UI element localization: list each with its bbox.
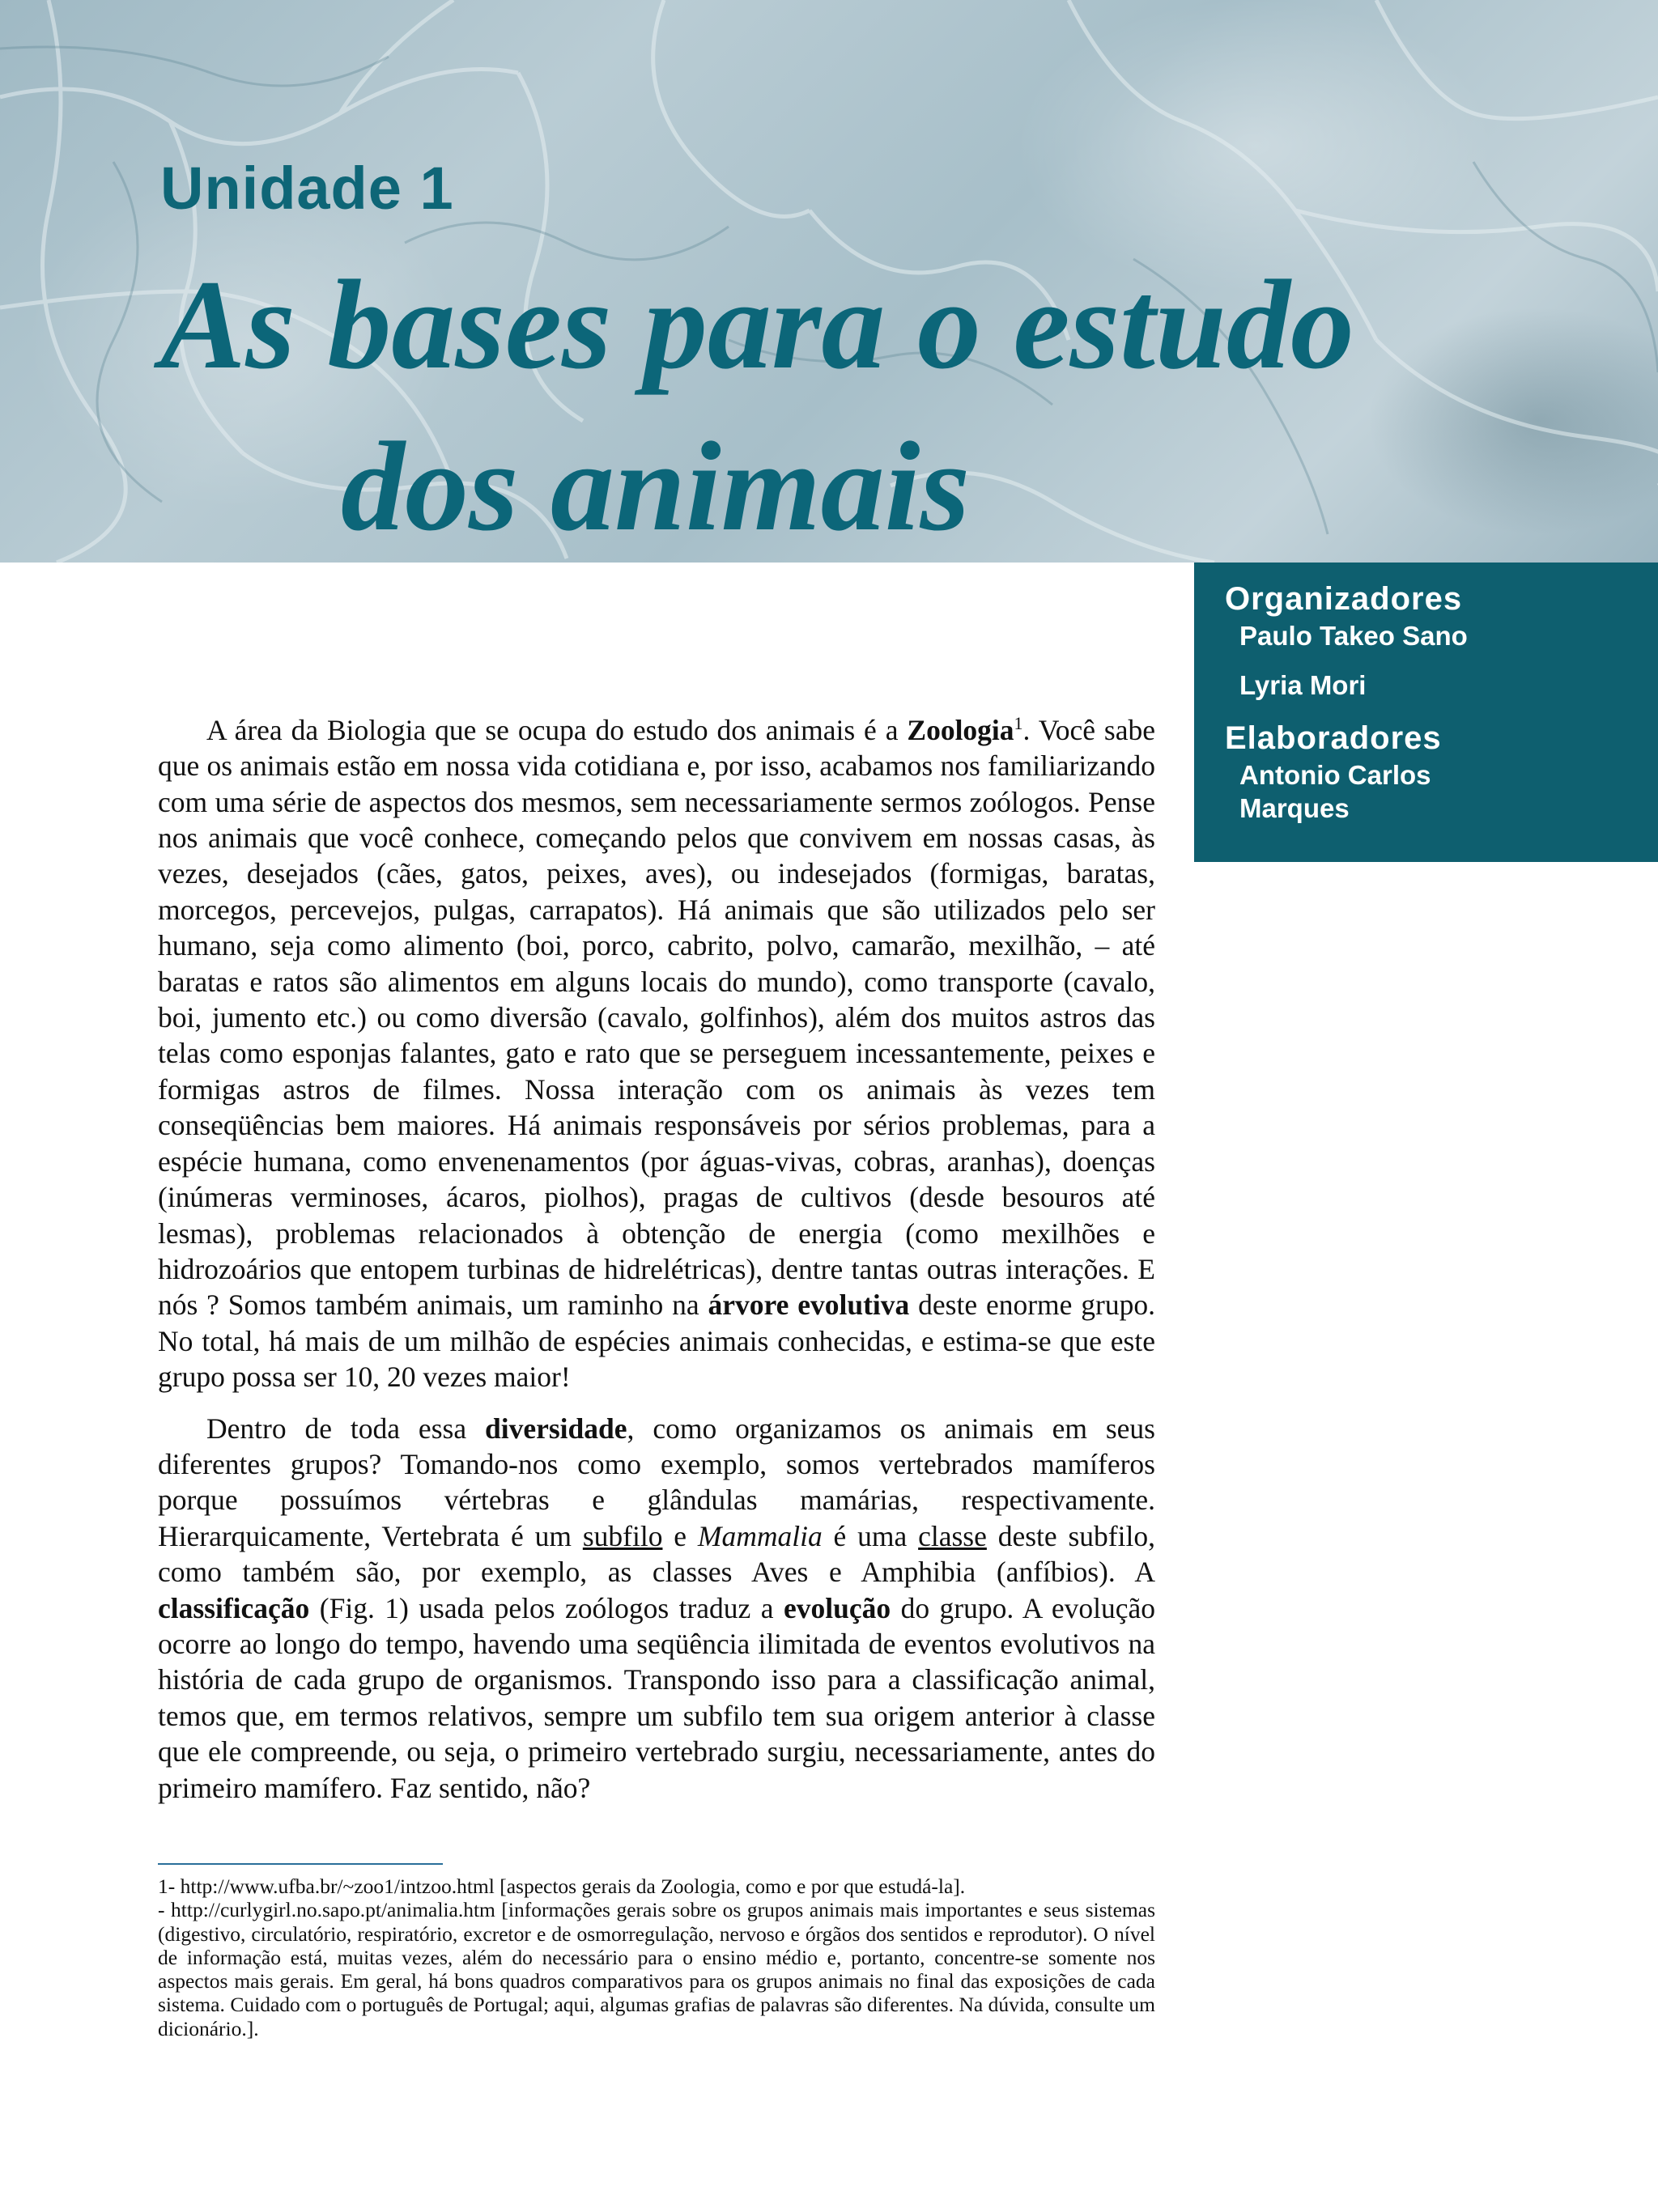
header-banner [0, 0, 1658, 563]
footnote-divider [158, 1863, 443, 1865]
term-classe: classe [918, 1519, 987, 1552]
organizer-name: Lyria Mori [1239, 670, 1367, 700]
page-title [160, 244, 1354, 563]
authors-heading: Elaboradores [1225, 720, 1442, 756]
paragraph-1 [158, 706, 1155, 1395]
title-line-1: As bases para o estudo [160, 254, 1354, 396]
title-line-2: dos animais [341, 416, 971, 558]
footnote-ref: 1 [1014, 713, 1023, 733]
text-run: deste subfilo, como também são, por exemplo, as classes Aves e Amphibia (anfíbios). A [158, 1519, 1155, 1589]
author-name: Marques [1239, 793, 1350, 823]
body-text [158, 706, 1155, 1806]
term-subfilo: subfilo [582, 1519, 663, 1552]
term-diversidade: diversidade [485, 1412, 627, 1445]
text-run: do grupo. A evolução ocorre ao longo do tempo, havendo uma seqüência ilimitada de eventos evolutivos na história de cada grupo de organismos. Transpondo isso para a classificação animal, temos que, em termos relativos, sempre um subfilo tem sua origem anterior à classe que ele compreende, ou seja, o primeiro vertebrado surgiu, necessariamente, antes do primeiro mamífero. Faz sentido, não? [158, 1591, 1155, 1804]
author-name: Antonio Carlos [1239, 760, 1431, 790]
organizer-name: Paulo Takeo Sano [1239, 621, 1468, 651]
term-mammalia: Mammalia [697, 1519, 823, 1552]
paragraph-2 [158, 1411, 1155, 1806]
text-run: Dentro de toda essa [206, 1412, 485, 1445]
text-run: (Fig. 1) usada pelos zoólogos traduz a [309, 1591, 784, 1624]
unit-label: Unidade 1 [160, 155, 454, 222]
text-run: , como organizamos os animais em seus diferentes grupos? Tomando-nos como exemplo, somos vertebrados mamíferos porque possuímos vértebras e glândulas mamárias, respectivamente. Hierarquicamente, Vertebrata é um [158, 1412, 1155, 1552]
text-run: e [662, 1519, 698, 1552]
text-run: . Você sabe que os animais estão em nossa vida cotidiana e, por isso, acabamos nos familiarizando com uma série de aspectos dos mesmos, sem necessariamente sermos zoólogos. Pense nos animais que você conhece, começando pelos que convivem em nossas casas, às vezes, desejados (cães, gatos, peixes, aves), ou indesejados (formigas, baratas, morcegos, percevejos, pulgas, carrapatos). Há animais que são utilizados pelo ser humano, seja como alimento (boi, porco, cabrito, polvo, camarão, mexilhão, – até baratas e ratos são alimentos em alguns locais do mundo), como transporte (cavalo, boi, jumento etc.) ou como diversão (cavalo, golfinhos), além dos muitos astros das telas como esponjas falantes, gato e rato que se perseguem incessantemente, peixes e formigas astros de filmes. Nossa interação com os animais às vezes tem conseqüências bem maiores. Há animais responsáveis por sérios problemas, para a espécie humana, como envenenamentos (por águas-vivas, cobras, aranhas), doenças (inúmeras verminoses, ácaros, piolhos), pragas de cultivos (desde besouros até lesmas), problemas relacionados à obtenção de energia (como mexilhões e hidrozoários que entopem turbinas de hidrelétricas), dentre tantas outras interações. E nós ? Somos também animais, um raminho na [158, 713, 1155, 1322]
footnotes [158, 1874, 1155, 2040]
term-zoologia: Zoologia [907, 713, 1014, 746]
term-evolucao: evolução [784, 1591, 891, 1624]
text-run: A área da Biologia que se ocupa do estudo dos animais é a [206, 713, 908, 746]
organizers-heading: Organizadores [1225, 581, 1463, 617]
credits-box [1194, 563, 1658, 862]
footnote-1: 1- http://www.ufba.br/~zoo1/intzoo.html [aspectos gerais da Zoologia, como e por que estudá-la]. [158, 1874, 966, 1898]
text-run: é uma [822, 1519, 919, 1552]
term-classificacao: classificação [158, 1591, 310, 1624]
text-run: deste enorme grupo. No total, há mais de um milhão de espécies animais conhecidas, e estima-se que este grupo possa ser 10, 20 vezes maior! [158, 1289, 1155, 1394]
footnote-2: - http://curlygirl.no.sapo.pt/animalia.htm [informações gerais sobre os grupos animais mais importantes e seus sistemas (digestivo, circulatório, respiratório, excretor e de osmorregulação, nervoso e órgãos dos sentidos e reprodutor). O nível de informação está, muitas vezes, além do necessário para o ensino médio e, portanto, concentre-se somente nos aspectos mais gerais. Em geral, há bons quadros comparativos para os grupos animais no final das exposições de cada sistema. Cuidado com o português de Portugal; aqui, algumas grafias de palavras são diferentes. Na dúvida, consulte um dicionário.]. [158, 1898, 1155, 2040]
term-arvore-evolutiva: árvore evolutiva [708, 1289, 910, 1322]
